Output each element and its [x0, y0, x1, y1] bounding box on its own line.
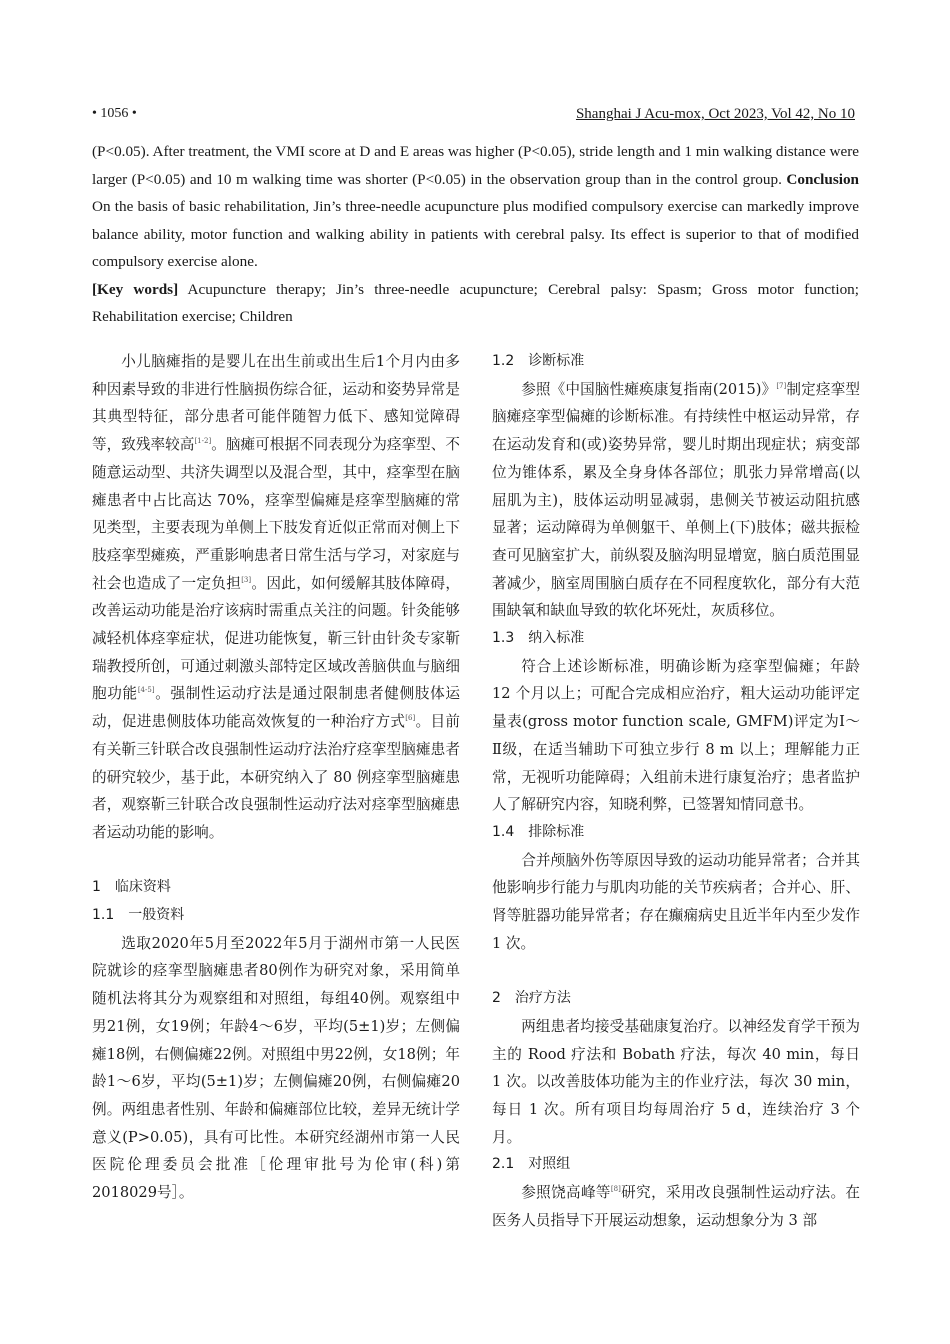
english-abstract — [92, 138, 859, 331]
right-column — [492, 348, 860, 1234]
reference-marker: [7] — [776, 381, 787, 390]
subsection-heading: 1.4 排除标准 — [492, 823, 585, 840]
subsection-heading: 1.2 诊断标准 — [492, 353, 585, 369]
diagnosis-paragraph: 参照《中国脑性瘫痪康复指南(2015)》[7]制定痉挛型脑瘫痉挛型偏瘫的诊断标准。有持续性中枢运动异常，存在运动发育和(或)姿势异常，婴儿时期出现症状；病变部位为锥体系，累及全身身体各部位；肌张力异常增高(以屈肌为主)，肢体运动明显减弱，患侧关节被运动阻抗感显著；运动障碍为单侧躯干、单侧上(下)肢体；磁共振检查可见脑室扩大，前纵裂及脑沟明显增宽，脑白质范围显著减少，脑室周围脑白质存在不同程度软化，部分有大范围缺氧和缺血导致的软化坏死灶，灰质移位。 — [492, 380, 860, 620]
abstract-results: (P<0.05). After treatment, the VMI score at D and E areas was higher (P<0.05), stride length and 1 min walking distance were larger (P<0.05) and 10 m walking time was shorter (P<0.05) in the observation group than in the control group. Conclusion On the basis of basic rehabilitation, Jin’s three-needle acupuncture plus modified compulsory exercise can markedly improve balance ability, motor function and walking ability in patients with cerebral palsy. Its effect is superior to that of modified compulsory exercise alone. — [92, 143, 859, 270]
general-data-paragraph: 选取2020年5月至2022年5月于湖州市第一人民医院就诊的痉挛型脑瘫患者80例作为研究对象，采用简单随机法将其分为观察组和对照组，每组40例。观察组中男21例，女19例；年龄4～6岁，平均(5±1)岁；左侧偏瘫18例，右侧偏瘫22例。对照组中男22例，女18例；年龄1～6岁，平均(5±1)岁；左侧偏瘫20例，右侧偏瘫20例。两组患者性别、年龄和偏瘫部位比较，差异无统计学意义(P>0.05)，具有可比性。本研究经湖州市第一人民医院伦理委员会批准［伦理审批号为伦审(科)第2018029号］。 — [92, 934, 460, 1202]
page-number: • 1056 • — [92, 106, 137, 121]
section-heading: 2 治疗方法 — [492, 990, 571, 1007]
keywords: [Key words] Acupuncture therapy; Jin’s three-needle acupuncture; Cerebral palsy: Spasm; Gross motor function; Rehabilitation exercise; Children — [92, 280, 859, 325]
reference-marker: [4-5] — [137, 686, 155, 695]
subsection-heading: 1.3 纳入标准 — [492, 630, 585, 647]
inclusion-paragraph: 符合上述诊断标准，明确诊断为痉挛型偏瘫；年龄12 个月以上；可配合完成相应治疗，粗大运动功能评定量表(gross motor function scale, GMFM)评定为Ⅰ～Ⅱ级，在适当辅助下可独立步行 8 m 以上；理解能力正常，无视听功能障碍；入组前未进行康复治疗；患者监护人了解研究内容，知晓利弊，已签署知情同意书。 — [492, 657, 860, 814]
intro-paragraph: 小儿脑瘫指的是婴儿在出生前或出生后1个月内由多种因素导致的非进行性脑损伤综合征，运动和姿势异常是其典型特征，部分患者可能伴随智力低下、感知觉障碍等，致残率较高[1-2]。脑瘫可根据不同表现分为痉挛型、不随意运动型、共济失调型以及混合型，其中，痉挛型在脑瘫患者中占比高达 70%，痉挛型偏瘫是痉挛型脑瘫的常见类型，主要表现为单侧上下肢发育近似正常而对侧上下肢痉挛型瘫痪，严重影响患者日常生活与学习，对家庭与社会也造成了一定负担[3]。因此，如何缓解其肢体障碍，改善运动功能是治疗该病时需重点关注的问题。针灸能够减轻机体痉挛症状，促进功能恢复，靳三针由针灸专家靳瑞教授所创，可通过刺激头部特定区域改善脑供血与脑细胞功能[4-5]。强制性运动疗法是通过限制患者健侧肢体运动，促进患侧肢体功能高效恢复的一种治疗方式[6]。目前有关靳三针联合改良强制性运动疗法治疗痉挛型脑瘫患者的研究较少，基于此，本研究纳入了 80 例痉挛型脑瘫患者，观察靳三针联合改良强制性运动疗法对痉挛型脑瘫患者运动功能的影响。 — [92, 353, 460, 841]
control-group-paragraph: 参照饶高峰等[8]研究，采用改良强制性运动疗法。在医务人员指导下开展运动想象，运动想象分为 3 部 — [492, 1184, 860, 1229]
reference-marker: [6] — [405, 714, 416, 723]
left-column — [92, 348, 460, 1207]
treatment-paragraph: 两组患者均接受基础康复治疗。以神经发育学干预为主的 Rood 疗法和 Bobath 疗法，每次 40 min，每日 1 次。以改善肢体功能为主的作业疗法，每次 30 min，每日 1 次。所有项目均每周治疗 5 d，连续治疗 3 个月。 — [492, 1017, 860, 1146]
conclusion-label: Conclusion — [786, 170, 859, 188]
page-header — [92, 106, 855, 126]
reference-marker: [1-2] — [194, 437, 212, 446]
subsection-heading: 1.1 一般资料 — [92, 907, 185, 924]
keywords-label: [Key words] — [92, 280, 179, 298]
exclusion-paragraph: 合并颅脑外伤等原因导致的运动功能异常者；合并其他影响步行能力与肌肉功能的关节疾病者；合并心、肝、肾等脏器功能异常者；存在癫痫病史且近半年内至少发作 1 次。 — [492, 851, 860, 952]
journal-citation: Shanghai J Acu-mox, Oct 2023, Vol 42, No 10 — [575, 106, 855, 122]
reference-marker: [3] — [241, 575, 252, 584]
subsection-heading: 2.1 对照组 — [492, 1156, 571, 1173]
reference-marker: [8] — [610, 1185, 621, 1194]
section-heading: 1 临床资料 — [92, 879, 171, 896]
